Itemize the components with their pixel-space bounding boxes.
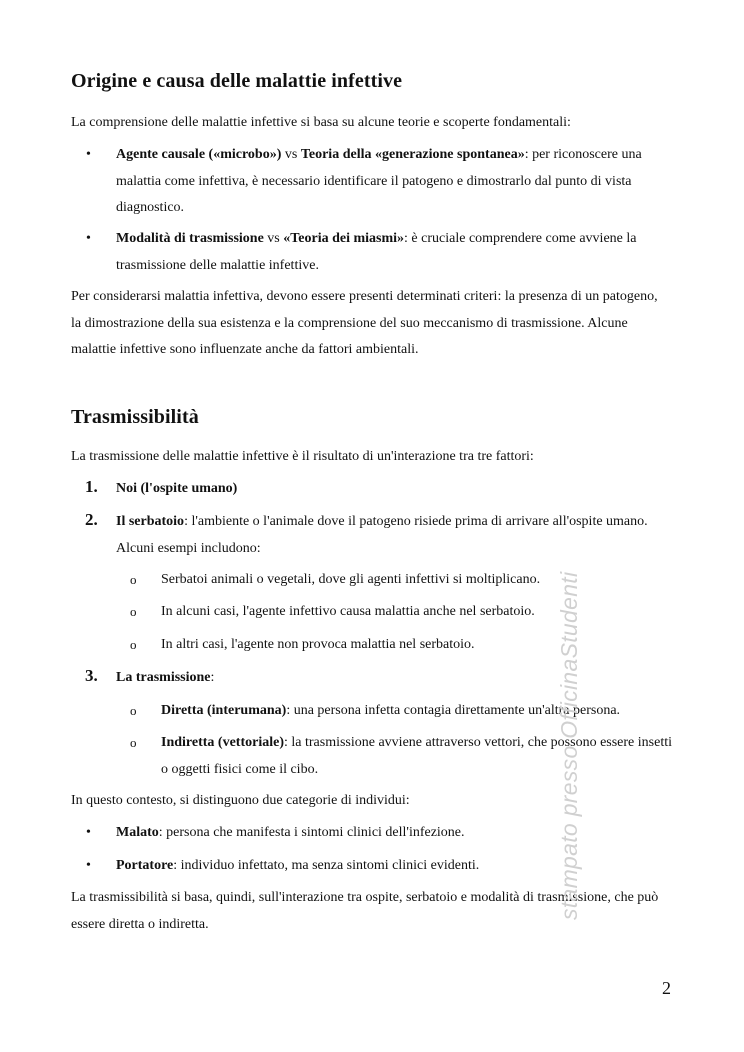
item-description: : una persona infetta contagia direttamente un'altra persona. [286, 703, 621, 718]
body-paragraph: In questo contesto, si distinguono due categorie di individui: [71, 793, 410, 808]
bullet-marker: • [86, 858, 91, 873]
bold-term: La trasmissione [116, 670, 211, 685]
item-description: : è cruciale comprendere come avviene la trasmissione delle malattie infettive. [116, 231, 637, 273]
section-heading-origine: Origine e causa delle malattie infettive [71, 70, 403, 92]
sub-item-text [161, 730, 681, 783]
bold-term: Indiretta (vettoriale) [161, 735, 284, 750]
sub-item-text: In alcuni casi, l'agente infettivo causa malattia anche nel serbatoio. [161, 604, 535, 619]
sub-bullet-marker: o [130, 703, 137, 718]
connector-text: vs [263, 231, 284, 246]
list-item-text [116, 820, 671, 847]
item-description: : [210, 670, 215, 685]
list-item-text [116, 853, 671, 880]
bold-term: Modalità di trasmissione [116, 231, 264, 246]
item-description: : l'ambiente o l'animale dove il patogeno risiede prima di arrivare all'ospite umano. Alcuni esempi includono: [116, 514, 648, 556]
bold-term: «Teoria dei miasmi» [283, 231, 405, 246]
sub-bullet-marker: o [130, 637, 137, 652]
bold-term: Agente causale («microbo») [116, 147, 282, 162]
page-number: 2 [662, 978, 671, 998]
item-description: : la trasmissione avviene attraverso vettori, che possono essere insetti o oggetti fisici come il cibo. [161, 735, 672, 777]
item-number: 2. [85, 510, 98, 529]
bold-term: Il serbatoio [116, 514, 185, 529]
watermark: stampato presso OfficinaStudenti [556, 571, 582, 920]
list-item-text [116, 142, 671, 222]
item-number: 1. [85, 477, 98, 496]
bold-term: Portatore [116, 858, 174, 873]
body-paragraph: Per considerarsi malattia infettiva, devono essere presenti determinati criteri: la presenza di un patogeno, la dimostrazione della sua esistenza e la comprensione del suo meccanismo di trasmissione. Alcune malattie infettive sono influenzate anche da fattori ambientali. [71, 289, 658, 357]
sub-bullet-marker: o [130, 572, 137, 587]
list-item-text [116, 476, 671, 503]
sub-item-text: Serbatoi animali o vegetali, dove gli agenti infettivi si moltiplicano. [161, 572, 541, 587]
item-description: : individuo infettato, ma senza sintomi clinici evidenti. [173, 858, 480, 873]
bold-term: Teoria della «generazione spontanea» [300, 147, 525, 162]
list-item-text [116, 226, 671, 279]
bold-term: Noi (l'ospite umano) [116, 481, 238, 496]
item-description: : persona che manifesta i sintomi clinici dell'infezione. [158, 825, 465, 840]
sub-bullet-marker: o [130, 604, 137, 619]
list-item-text [116, 665, 671, 692]
sub-bullet-marker: o [130, 735, 137, 750]
intro-paragraph: La comprensione delle malattie infettive si basa su alcune teorie e scoperte fondamentali: [71, 115, 571, 130]
intro-paragraph: La trasmissione delle malattie infettive è il risultato di un'interazione tra tre fattori: [71, 449, 534, 464]
sub-item-text [161, 698, 681, 725]
bold-term: Malato [116, 825, 159, 840]
section-heading-trasmissibilita: Trasmissibilità [71, 406, 199, 428]
body-paragraph: La trasmissibilità si basa, quindi, sull'interazione tra ospite, serbatoio e modalità di trasmissione, che può essere diretta o indiretta. [71, 890, 659, 932]
bold-term: Diretta (interumana) [161, 703, 287, 718]
connector-text: vs [281, 147, 301, 162]
item-description: : per riconoscere una malattia come infettiva, è necessario identificare il patogeno e dimostrarlo dal punto di vista diagnostico. [116, 147, 642, 215]
bullet-marker: • [86, 825, 91, 840]
sub-item-text: In altri casi, l'agente non provoca malattia nel serbatoio. [161, 637, 475, 652]
bullet-marker: • [86, 231, 91, 246]
list-item-text [116, 509, 671, 562]
bullet-marker: • [86, 147, 91, 162]
item-number: 3. [85, 666, 98, 685]
